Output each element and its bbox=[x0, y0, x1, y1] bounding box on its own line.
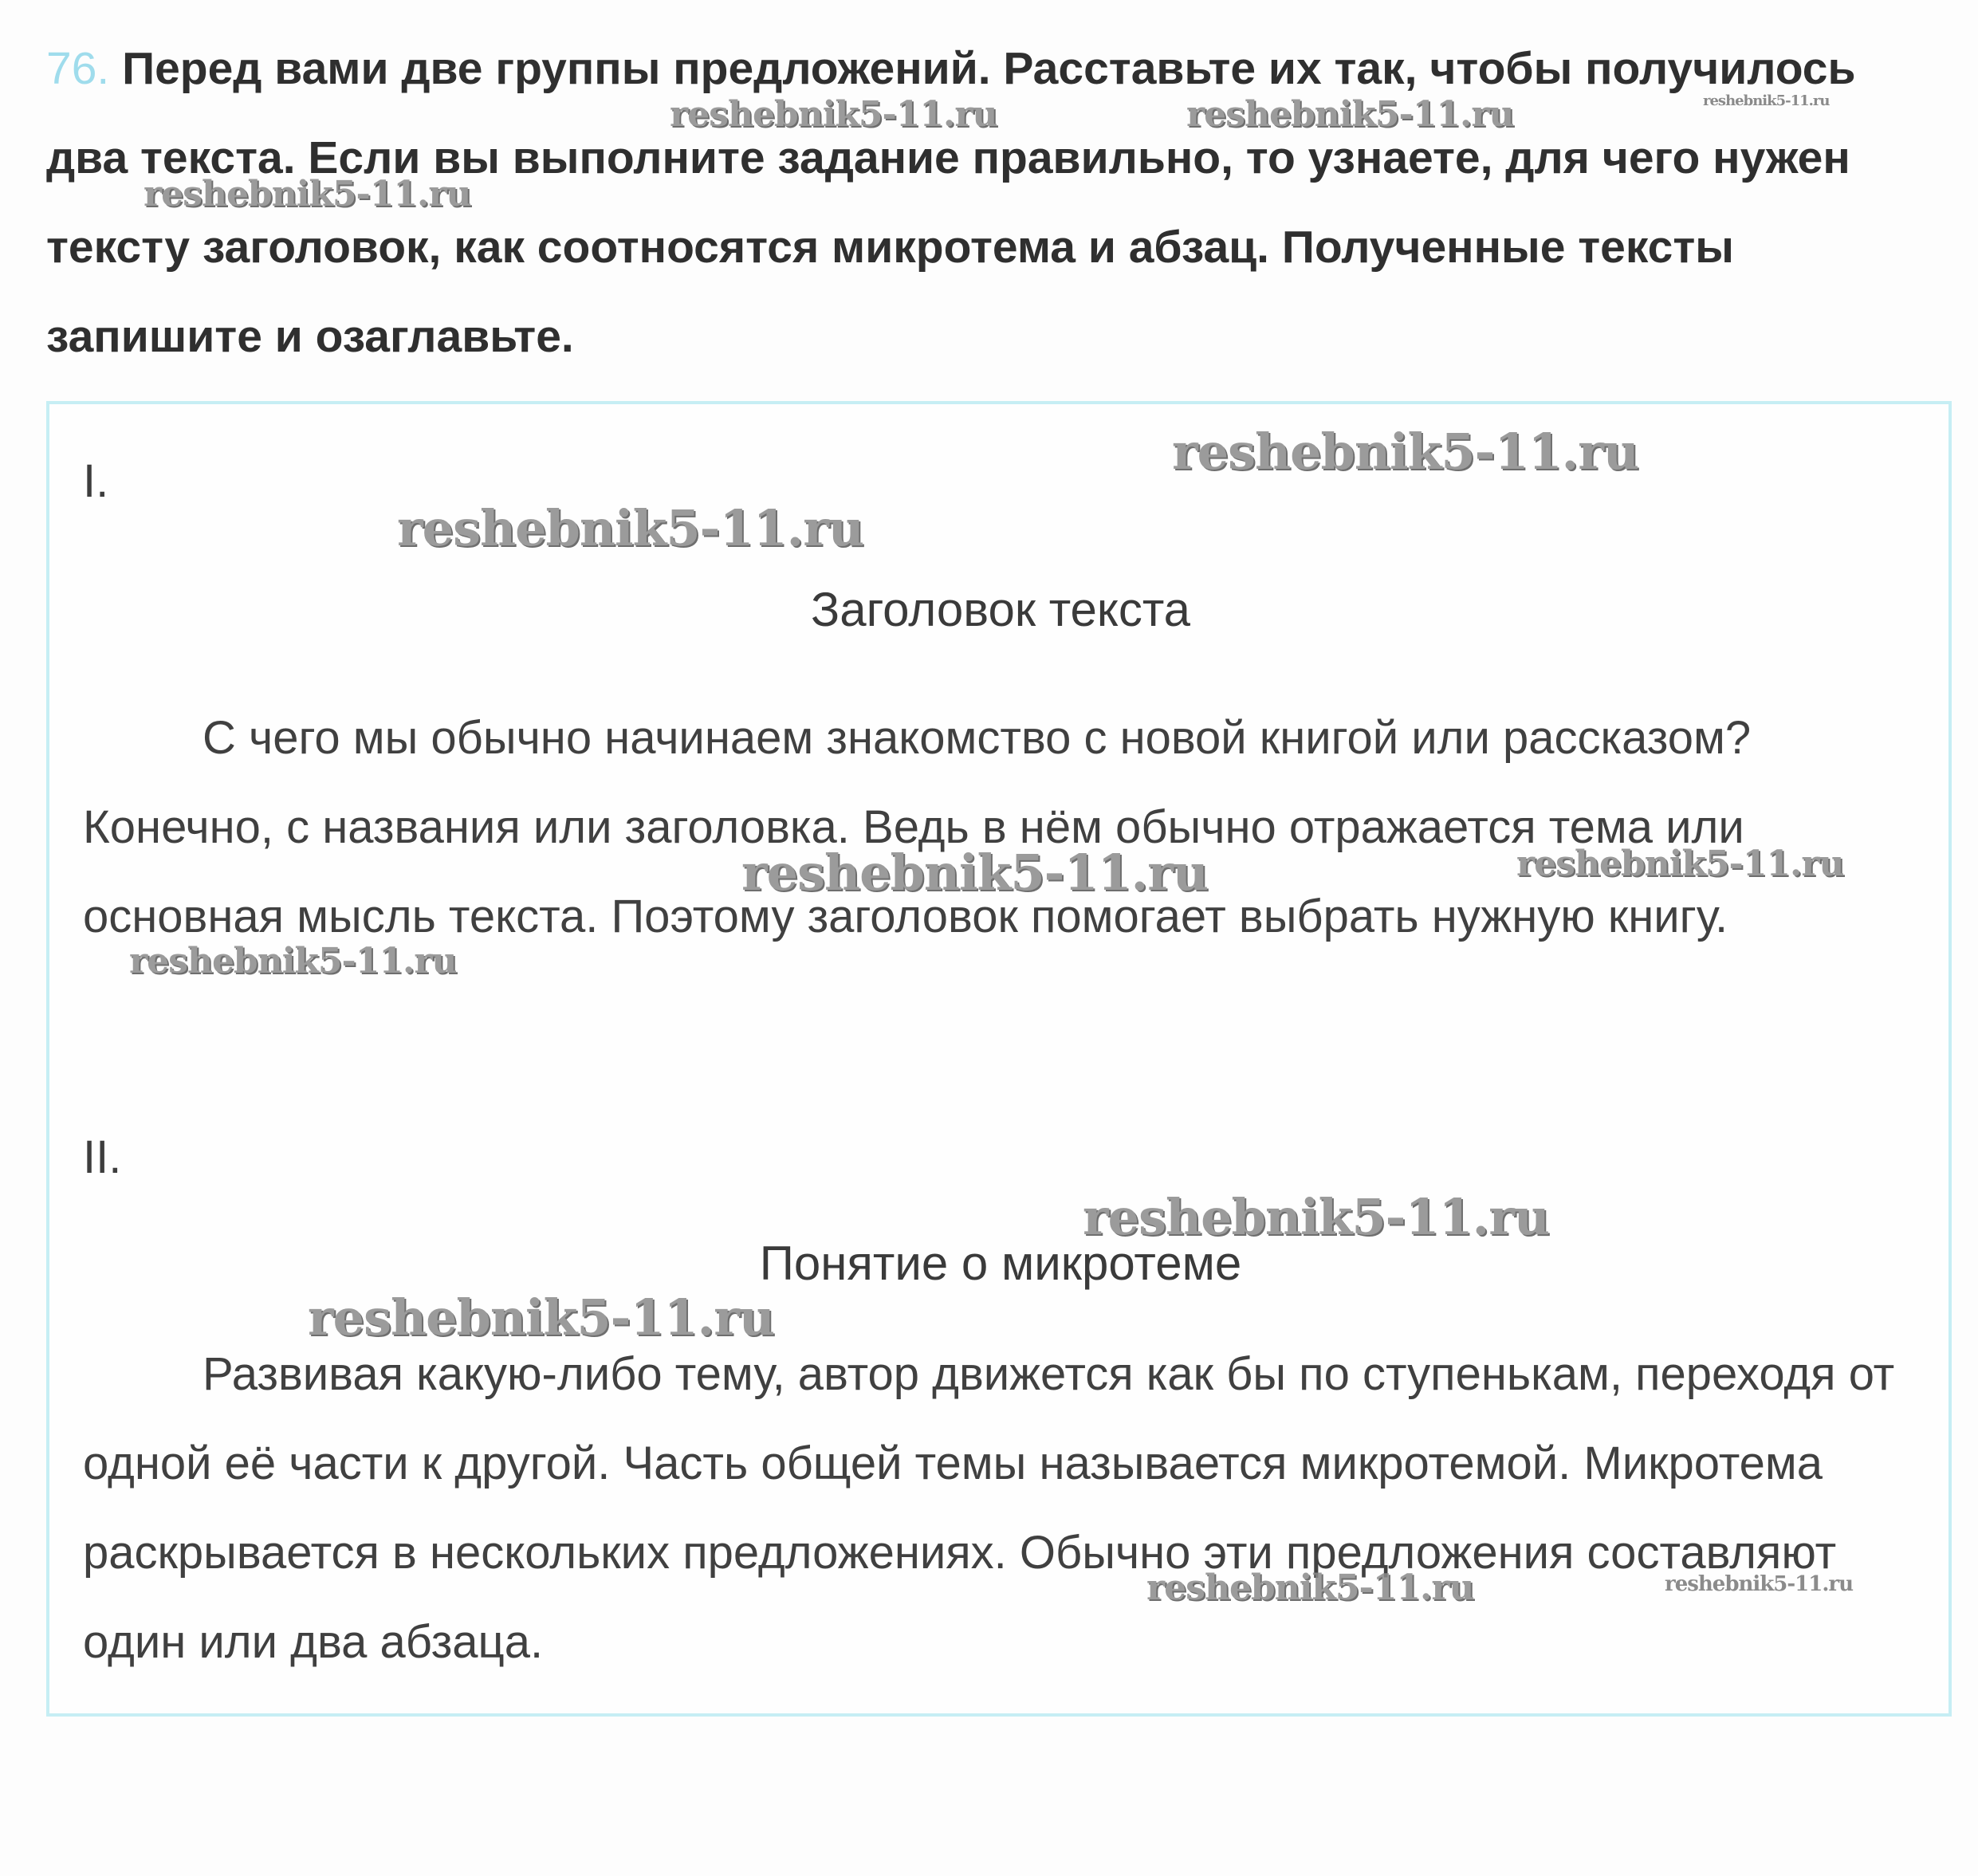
watermark: reshebnik5-11.ru bbox=[1703, 92, 1830, 109]
watermark: reshebnik5-11.ru bbox=[670, 94, 997, 135]
watermark: reshebnik5-11.ru bbox=[1146, 1567, 1474, 1608]
watermark: reshebnik5-11.ru bbox=[1172, 423, 1638, 481]
watermark: reshebnik5-11.ru bbox=[308, 1288, 774, 1347]
section-1-text bbox=[83, 694, 1909, 962]
task-number: 76. bbox=[46, 43, 110, 94]
watermark: reshebnik5-11.ru bbox=[1083, 1188, 1549, 1246]
section-2-title: Понятие о микротеме bbox=[759, 1237, 1242, 1290]
watermark: reshebnik5-11.ru bbox=[1186, 94, 1514, 135]
section-1-label: I. bbox=[83, 455, 109, 507]
watermark: reshebnik5-11.ru bbox=[1516, 844, 1844, 884]
task-text: Перед вами две группы предложений. Расставьте их так, чтобы получилось два текста. Если вы выполните задание правильно, то узнаете, для чего нужен тексту заголовок, как соотносятся микротема и абзац. Полученные тексты запишите и озаглавьте. bbox=[46, 43, 1856, 362]
watermark: reshebnik5-11.ru bbox=[741, 844, 1208, 902]
section-1-title: Заголовок текста bbox=[810, 583, 1191, 636]
section-2-label: II. bbox=[83, 1131, 122, 1183]
watermark: reshebnik5-11.ru bbox=[1665, 1572, 1854, 1596]
watermark: reshebnik5-11.ru bbox=[129, 941, 457, 981]
section-2-text bbox=[83, 1330, 1909, 1687]
section-2-text-content: Развивая какую-либо тему, автор движется как бы по ступенькам, переходя от одной её части к другой. Часть общей темы называется микротемой. Микротема раскрывается в нескольких предложениях. Обычно эти предложения составляют один или два абзаца. bbox=[83, 1348, 1895, 1668]
watermark: reshebnik5-11.ru bbox=[397, 499, 863, 557]
section-1-text-content: С чего мы обычно начинаем знакомство с новой книгой или рассказом? Конечно, с названия или заголовка. Ведь в нём обычно отражается тема или основная мысль текста. Поэтому заголовок помогает выбрать нужную книгу. bbox=[83, 712, 1752, 942]
watermark: reshebnik5-11.ru bbox=[144, 174, 471, 214]
